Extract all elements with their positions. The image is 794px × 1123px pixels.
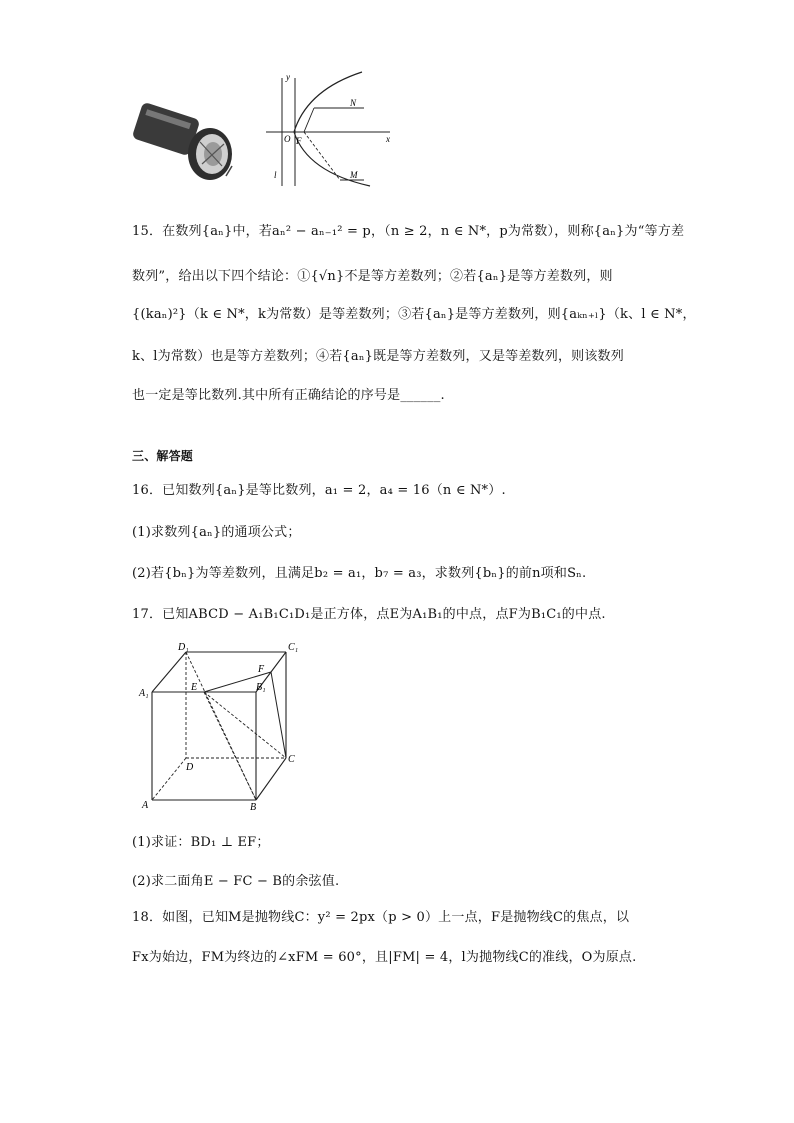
focus-label: F xyxy=(296,136,302,146)
vertex-b-label: B xyxy=(250,802,257,812)
q18-line-1: 18．如图，已知M是抛物线C：y² = 2px（p > 0）上一点，F是抛物线C的焦点，以 xyxy=(132,910,630,925)
point-e-label: E xyxy=(191,682,198,693)
vertex-a1-label: A₁ xyxy=(139,688,149,699)
vertex-d-label: D xyxy=(186,762,194,773)
parabola-diagram xyxy=(262,68,397,190)
q16-line-1: 16．已知数列{aₙ}是等比数列，a₁ = 2，a₄ = 16（n ∈ N*）. xyxy=(132,483,506,498)
origin-label: O xyxy=(284,134,291,144)
x-axis-label: x xyxy=(386,134,390,144)
q15-line-3: {(kaₙ)²}（k ∈ N*，k为常数）是等差数列；③若{aₙ}是等方差数列，则{aₖₙ₊ₗ}（k、l ∈ N*， xyxy=(132,307,696,322)
vertex-c-label: C xyxy=(288,754,295,765)
q17-line-1: 17．已知ABCD − A₁B₁C₁D₁是正方体，点E为A₁B₁的中点，点F为B₁C₁的中点. xyxy=(132,607,606,622)
q15-line-1: 15．在数列{aₙ}中，若aₙ² − aₙ₋₁² = p，（n ≥ 2，n ∈ N*，p为常数），则称{aₙ}为“等方差 xyxy=(132,224,685,239)
point-m-label: M xyxy=(350,170,358,180)
vertex-c1-label: C₁ xyxy=(288,642,299,653)
vertex-b1-label: B₁ xyxy=(256,682,266,693)
q15-line-5: 也一定是等比数列.其中所有正确结论的序号是______. xyxy=(132,388,445,403)
vertex-a-label: A xyxy=(142,800,149,811)
q17-part-2: (2)求二面角E − FC − B的余弦值. xyxy=(132,874,340,889)
q17-part-1: (1)求证：BD₁ ⊥ EF； xyxy=(132,835,270,850)
section-heading: 三、解答题 xyxy=(132,449,194,463)
y-axis-label: y xyxy=(286,72,290,82)
q16-part-2: (2)若{bₙ}为等差数列，且满足b₂ = a₁，b₇ = a₃，求数列{bₙ}的前n项和Sₙ. xyxy=(132,566,587,581)
vertex-d1-label: D₁ xyxy=(178,642,189,653)
q15-line-4: k、l为常数）也是等方差数列；④若{aₙ}既是等方差数列，又是等差数列，则该数列 xyxy=(132,349,624,364)
q18-line-2: Fx为始边，FM为终边的∠xFM = 60°，且|FM| = 4，l为抛物线C的准线，O为原点. xyxy=(132,950,637,965)
point-n-label: N xyxy=(350,98,357,108)
point-f-label: F xyxy=(258,664,265,675)
flashlight-image xyxy=(130,96,240,188)
q16-part-1: (1)求数列{aₙ}的通项公式； xyxy=(132,525,301,540)
cube-diagram xyxy=(136,640,306,812)
directrix-label: l xyxy=(274,170,277,180)
q15-line-2: 数列”，给出以下四个结论：①{√n}不是等方差数列；②若{aₙ}是等方差数列，则 xyxy=(132,269,613,284)
